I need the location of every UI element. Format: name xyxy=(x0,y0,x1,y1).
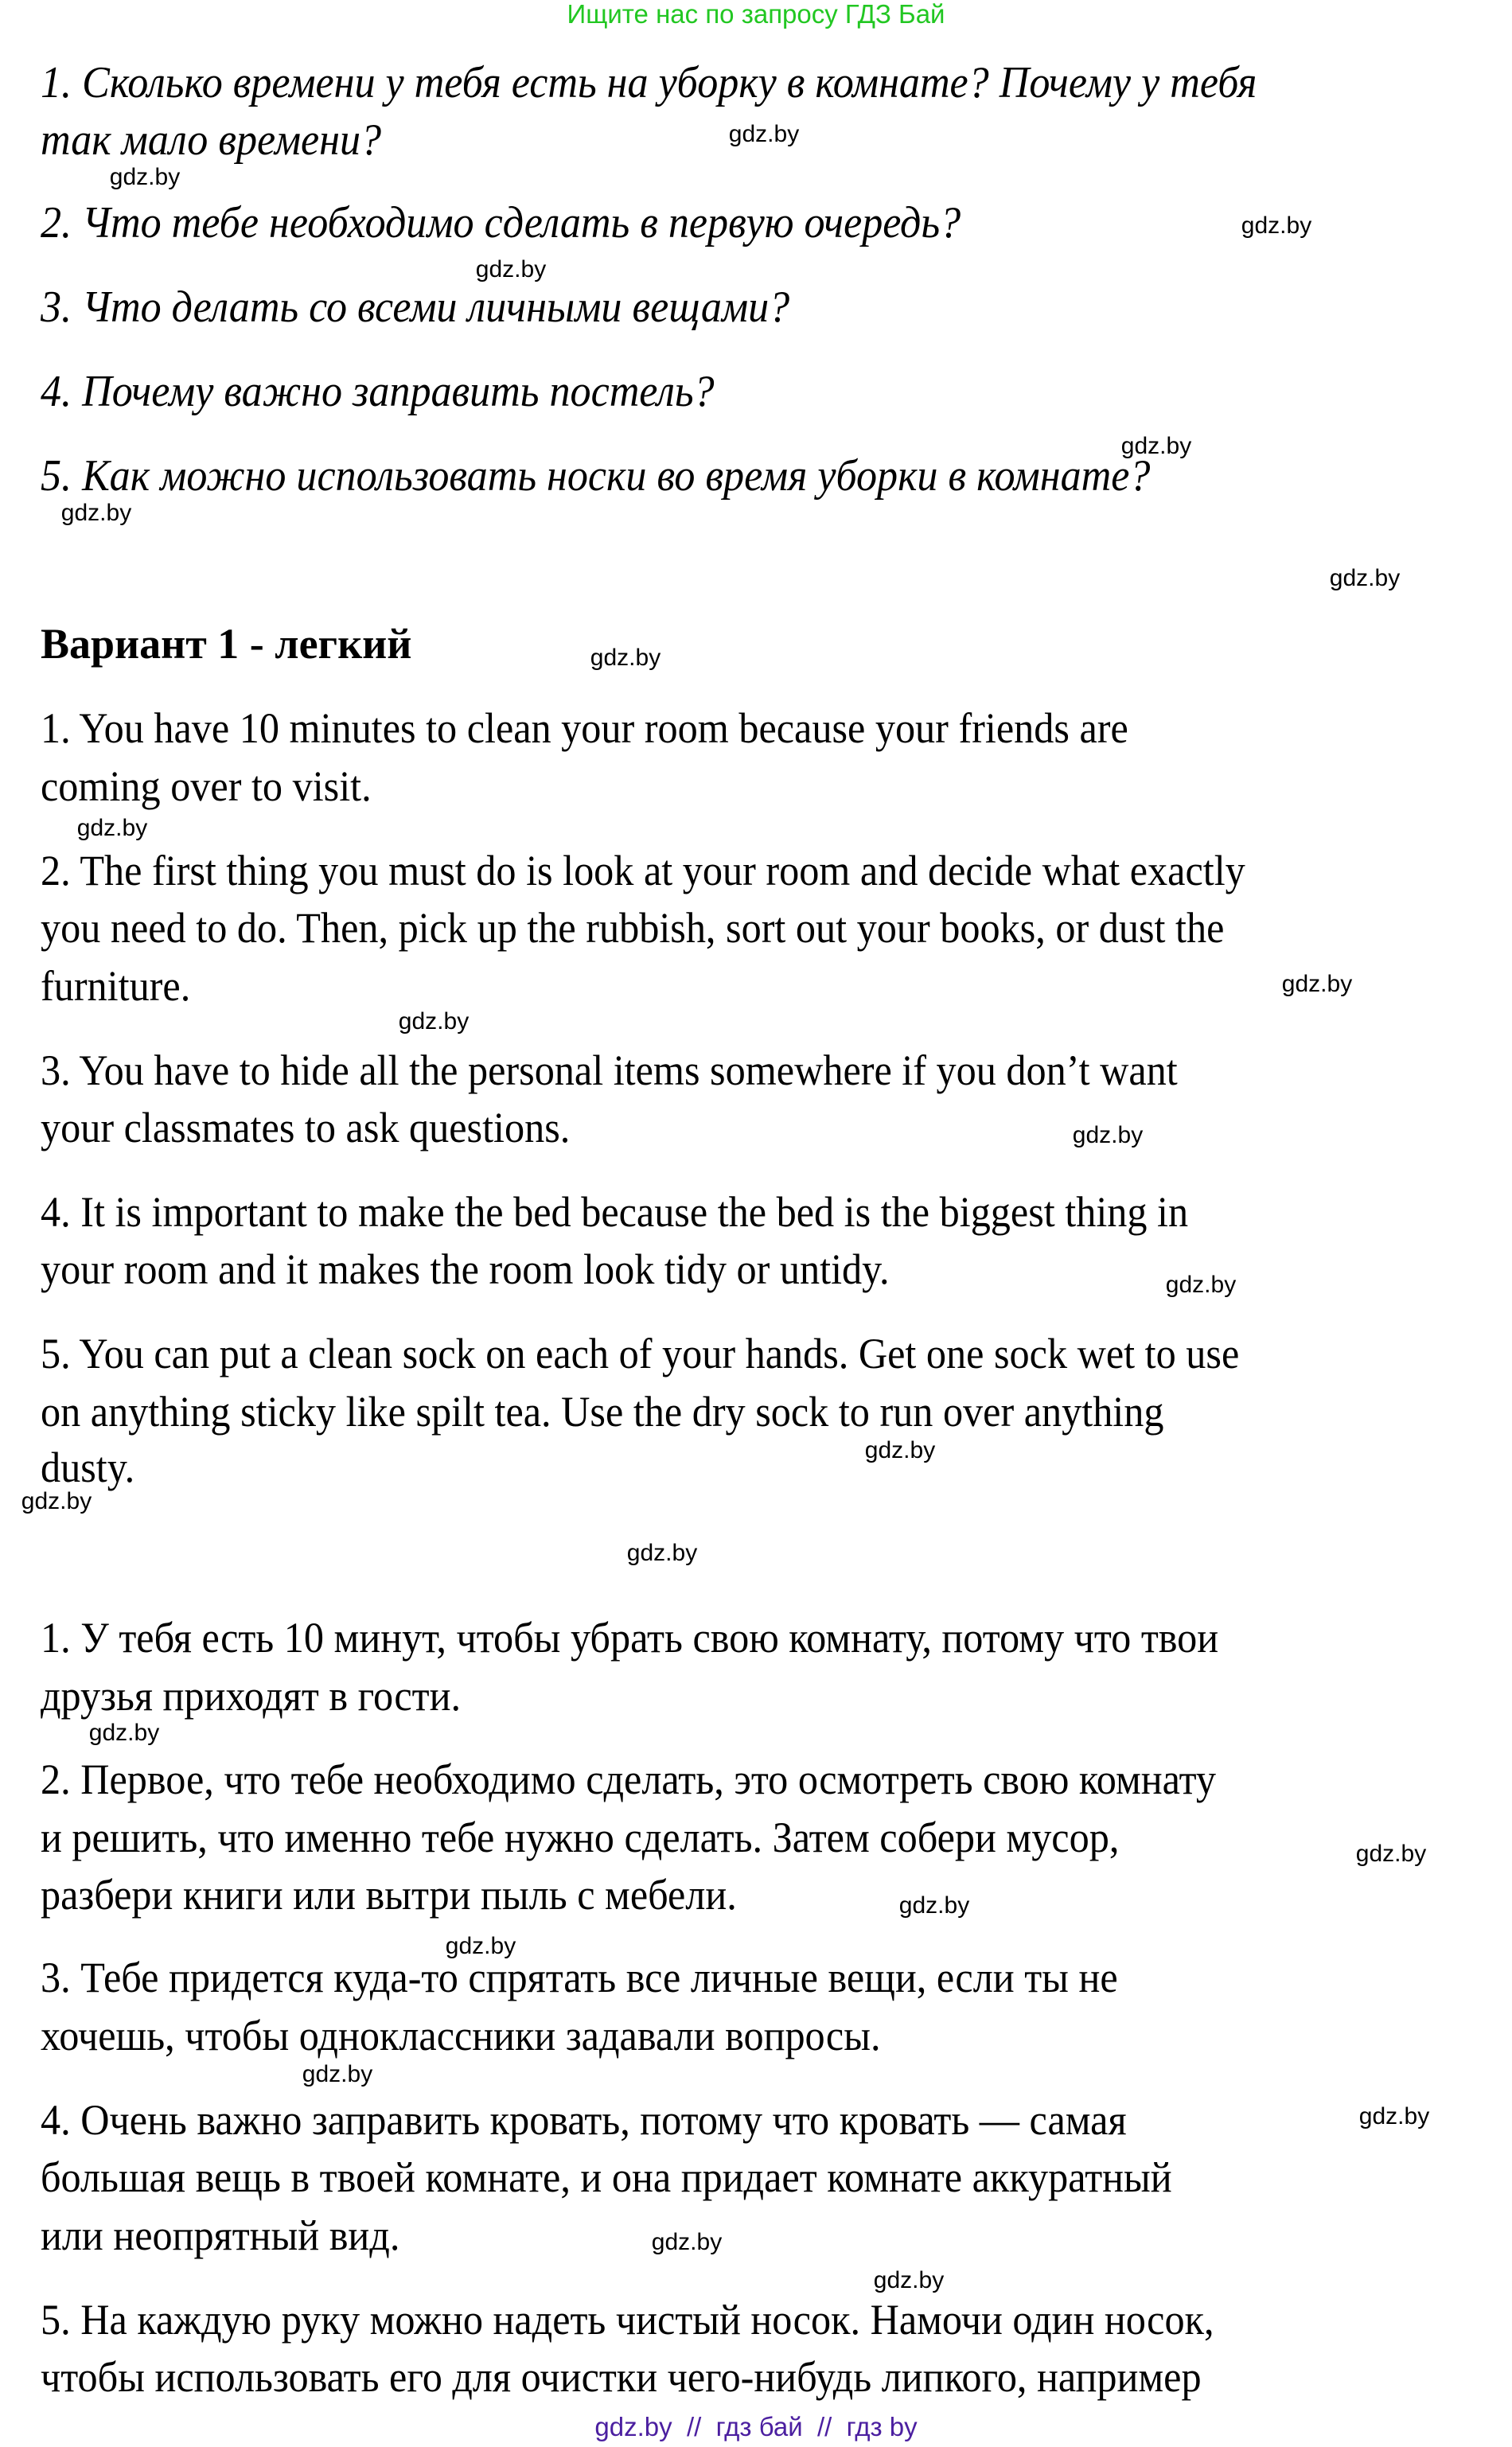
answer-line: your classmates to ask questions. xyxy=(41,1104,571,1151)
answer-line: 4. Очень важно заправить кровать, потому что кровать — самая xyxy=(41,2096,1127,2144)
watermark: gdz.by xyxy=(76,815,148,841)
answer-line: dusty. xyxy=(41,1444,135,1491)
question-line: 5. Как можно использовать носки во время уборки в комнате? xyxy=(41,451,1151,501)
question-line: 1. Сколько времени у тебя есть на уборку в комнате? Почему у тебя xyxy=(41,58,1257,107)
watermark: gdz.by xyxy=(1355,1841,1427,1867)
answer-line: 5. You can put a clean sock on each of your hands. Get one sock wet to use xyxy=(41,1330,1240,1377)
question-line: 4. Почему важно заправить постель? xyxy=(41,367,715,416)
answer-line: you need to do. Then, pick up the rubbish, sort out your books, or dust the xyxy=(41,904,1225,952)
answer-line: разбери книги или вытри пыль с мебели. xyxy=(41,1871,737,1919)
watermark: gdz.by xyxy=(1241,212,1312,239)
watermark: gdz.by xyxy=(873,2267,945,2293)
watermark: gdz.by xyxy=(626,1540,698,1566)
watermark: gdz.by xyxy=(445,1933,516,1959)
watermark: gdz.by xyxy=(898,1892,970,1919)
watermark: gdz.by xyxy=(109,164,181,190)
answer-line: и решить, что именно тебе нужно сделать. Затем собери мусор, xyxy=(41,1814,1120,1861)
watermark: gdz.by xyxy=(60,500,132,526)
question-line: 3. Что делать со всеми личными вещами? xyxy=(41,282,790,332)
answer-line: coming over to visit. xyxy=(41,762,372,810)
watermark: gdz.by xyxy=(88,1720,160,1746)
question-line: так мало времени? xyxy=(41,115,382,165)
watermark: gdz.by xyxy=(1072,1122,1144,1148)
answer-line: большая вещь в твоей комнате, и она придает комнате аккуратный xyxy=(41,2153,1172,2201)
variant-heading: Вариант 1 - легкий xyxy=(41,620,412,668)
watermark: gdz.by xyxy=(1165,1272,1237,1298)
answer-line: 4. It is important to make the bed because the bed is the biggest thing in xyxy=(41,1188,1189,1236)
answer-line: 5. На каждую руку можно надеть чистый носок. Намочи один носок, xyxy=(41,2296,1214,2344)
footer-links[interactable]: gdz.by // гдз бай // гдз by xyxy=(594,2412,918,2441)
answer-line: furniture. xyxy=(41,962,191,1010)
watermark: gdz.by xyxy=(302,2061,373,2087)
watermark: gdz.by xyxy=(398,1008,470,1035)
watermark: gdz.by xyxy=(651,2229,723,2255)
watermark: gdz.by xyxy=(728,121,800,147)
answer-line: хочешь, чтобы одноклассники задавали вопросы. xyxy=(41,2012,881,2059)
watermark: gdz.by xyxy=(1120,433,1192,459)
answer-line: on anything sticky like spilt tea. Use the dry sock to run over anything xyxy=(41,1388,1164,1436)
answer-line: 2. The first thing you must do is look at your room and decide what exactly xyxy=(41,847,1245,894)
answer-line: 3. Тебе придется куда-то спрятать все личные вещи, если ты не xyxy=(41,1954,1118,2001)
watermark: gdz.by xyxy=(590,645,661,671)
answer-line: 3. You have to hide all the personal items somewhere if you don’t want xyxy=(41,1046,1178,1094)
answer-line: 1. У тебя есть 10 минут, чтобы убрать свою комнату, потому что твои xyxy=(41,1614,1219,1662)
answer-line: чтобы использовать его для очистки чего-нибудь липкого, например xyxy=(41,2353,1202,2401)
watermark: gdz.by xyxy=(864,1437,936,1463)
answer-line: 1. You have 10 minutes to clean your room because your friends are xyxy=(41,704,1128,752)
answer-line: друзья приходят в гости. xyxy=(41,1672,462,1720)
answer-line: или неопрятный вид. xyxy=(41,2211,400,2259)
question-line: 2. Что тебе необходимо сделать в первую очередь? xyxy=(41,198,961,247)
watermark: gdz.by xyxy=(1281,971,1353,997)
watermark: gdz.by xyxy=(475,256,547,282)
watermark: gdz.by xyxy=(1358,2103,1430,2129)
answer-line: 2. Первое, что тебе необходимо сделать, это осмотреть свою комнату xyxy=(41,1755,1216,1803)
answer-line: your room and it makes the room look tidy or untidy. xyxy=(41,1245,890,1293)
watermark: gdz.by xyxy=(1329,565,1401,591)
watermark: gdz.by xyxy=(21,1488,92,1514)
search-banner: Ищите нас по запросу ГДЗ Бай xyxy=(567,0,945,29)
